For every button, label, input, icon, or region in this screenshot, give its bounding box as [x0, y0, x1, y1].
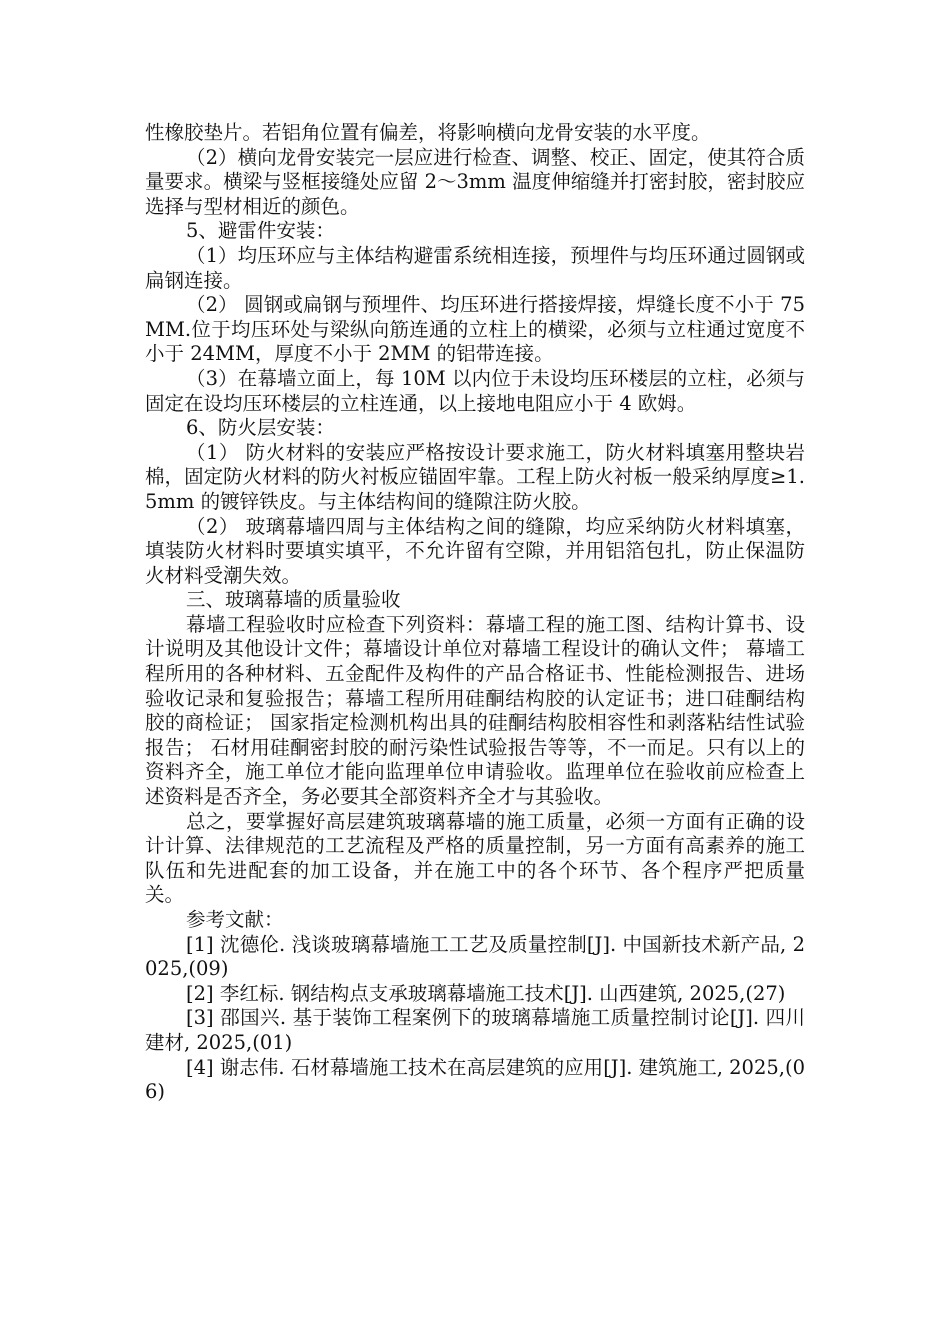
section-heading-lightning: 5、避雷件安装： [186, 219, 335, 243]
reference-item-3: [3] 邵国兴. 基于装饰工程案例下的玻璃幕墙施工质量控制讨论[J]. 四川建材, 2025,(01) [145, 1006, 805, 1054]
paragraph-lightning-1: （1）均压环应与主体结构避雷系统相连接，预埋件与均压环通过圆钢或扁钢连接。 [145, 243, 805, 292]
paragraph-fireproof-1: （1） 防火材料的安装应严格按设计要求施工，防火材料填塞用整块岩棉，固定防火材料的防火衬板应锚固牢靠。工程上防火衬板一般采纳厚度≥1.5mm 的镀锌铁皮。与主体结构间的缝隙注防火胶。 [145, 440, 805, 513]
paragraph-acceptance: 幕墙工程验收时应检查下列资料：幕墙工程的施工图、结构计算书、设计说明及其他设计文件；幕墙设计单位对幕墙工程设计的确认文件； 幕墙工程所用的各种材料、五金配件及构件的产品合格证书、性能检测报告、进场验收记录和复验报告；幕墙工程所用硅酮结构胶的认定证书；进口硅酮结构胶的商检证； 国家指定检测机构出具的硅酮结构胶相容性和剥落粘结性试验报告； 石材用硅酮密封胶的耐污染性试验报告等等，不一而足。只有以上的资料齐全，施工单位才能向监理单位申请验收。监理单位在验收前应检查上述资料是否齐全，务必要其全部资料齐全才与其验收。 [145, 612, 805, 809]
reference-item-2: [2] 李红标. 钢结构点支承玻璃幕墙施工技术[J]. 山西建筑, 2025,(27) [186, 981, 786, 1005]
paragraph-crossbeam-check: （2）横向龙骨安装完一层应进行检查、调整、校正、固定，使其符合质量要求。横梁与竖框接缝处应留 2～3mm 温度伸缩缝并打密封胶，密封胶应选择与型材相近的颜色。 [145, 145, 805, 218]
document-body [145, 121, 805, 1105]
reference-item-4: [4] 谢志伟. 石材幕墙施工技术在高层建筑的应用[J]. 建筑施工, 2025,(06) [145, 1055, 805, 1104]
section-heading-fireproof: 6、防火层安装： [186, 416, 335, 440]
section-heading-acceptance: 三、玻璃幕墙的质量验收 [186, 588, 401, 612]
paragraph-conclusion: 总之，要掌握好高层建筑玻璃幕墙的施工质量，必须一方面有正确的设计计算、法律规范的工艺流程及严格的质量控制，另一方面有高素养的施工队伍和先进配套的加工设备，并在施工中的各个环节、各个程序严把质量关。 [145, 809, 805, 907]
reference-item-1: [1] 沈德伦. 浅谈玻璃幕墙施工工艺及质量控制[J]. 中国新技术新产品, 2025,(09) [145, 932, 805, 981]
references-heading: 参考文献： [186, 908, 284, 931]
paragraph-lightning-3: （3）在幕墙立面上，每 10M 以内位于未设均压环楼层的立柱，必须与固定在设均压环楼层的立柱连通，以上接地电阻应小于 4 欧姆。 [145, 366, 805, 415]
paragraph-lightning-2: （2） 圆钢或扁钢与预埋件、均压环进行搭接焊接，焊缝长度不小于 75MM.位于均压环处与梁纵向筋连通的立柱上的横梁，必须与立柱通过宽度不小于 24MM，厚度不小于 2MM 的铝带连接。 [145, 293, 805, 366]
paragraph-continuation: 性橡胶垫片。若铝角位置有偏差，将影响横向龙骨安装的水平度。 [145, 121, 711, 144]
paragraph-fireproof-2: （2） 玻璃幕墙四周与主体结构之间的缝隙，均应采纳防火材料填塞，填装防火材料时要填实填平，不允许留有空隙，并用铝箔包扎，防止保温防火材料受潮失效。 [145, 514, 805, 587]
